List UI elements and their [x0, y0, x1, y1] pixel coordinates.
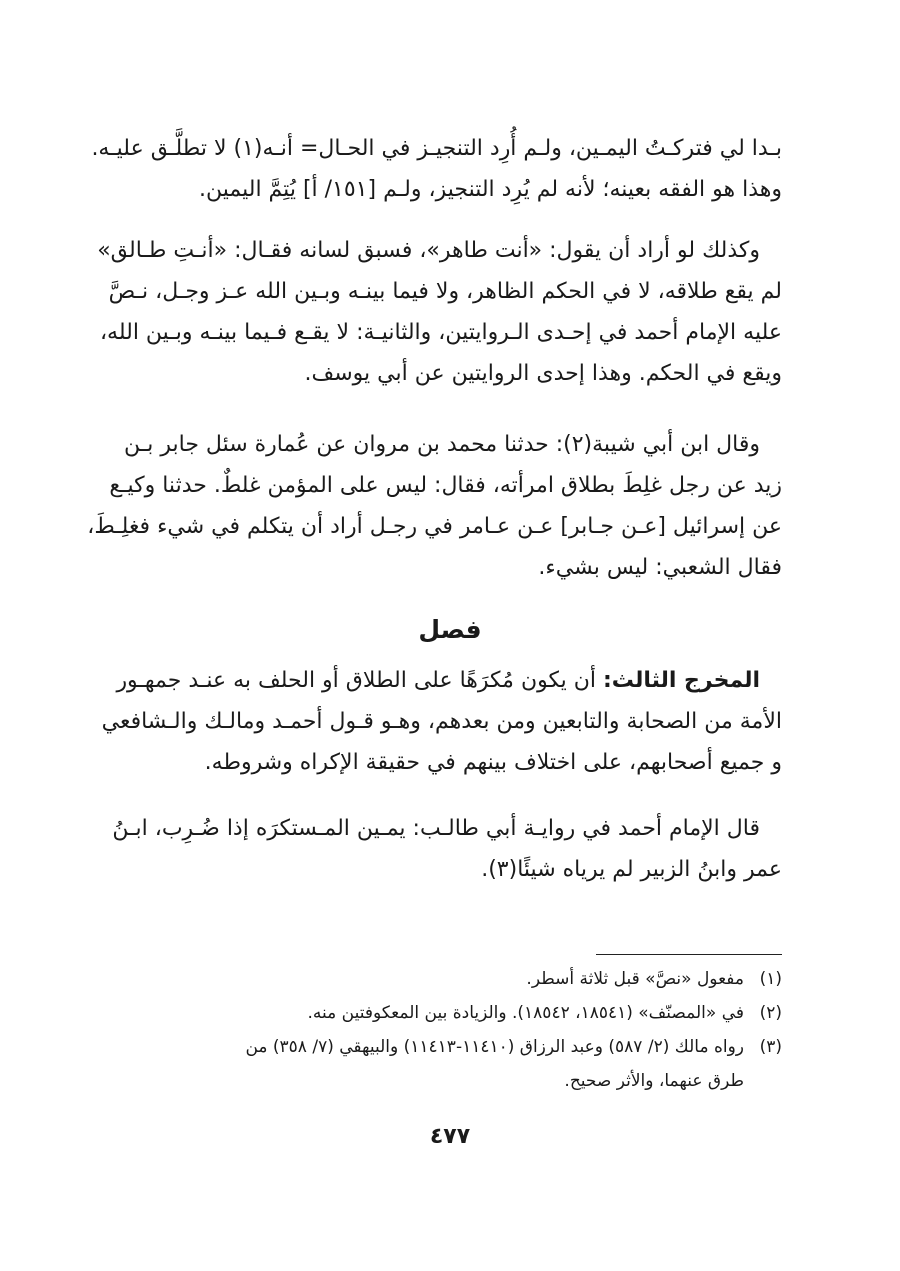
text-line: لم يقع طلاقه، لا في الحكم الظاهر، ولا فيما بينـه وبـين الله عـز وجـل، نـصَّ — [108, 279, 782, 304]
footnote-text: رواه مالك (٢/ ٥٨٧) وعبد الرزاق (١١٤١٠-١١٤١٣) والبيهقي (٧/ ٣٥٨) من — [245, 1037, 744, 1057]
paragraph-last — [112, 808, 782, 890]
text-line: وقال ابن أبي شيبة(٢): حدثنا محمد بن مروان عن عُمارة سئل جابر بـن — [124, 432, 760, 457]
footnotes — [118, 962, 782, 1098]
paragraph-1 — [91, 128, 782, 210]
footnote-mark: (٢) — [759, 1003, 782, 1023]
text-line: عليه الإمام أحمد في إحـدى الـروايتين، والثانيـة: لا يقـع فـيما بينـه وبـين الله، — [99, 320, 782, 345]
text-line: فقال الشعبي: ليس بشيء. — [538, 555, 782, 580]
text-line-rest: أن يكون مُكرَهًا على الطلاق أو الحلف به عنـد جمهـور — [116, 668, 603, 693]
text-line: عمر وابنُ الزبير لم يرياه شيئًا(٣). — [481, 857, 782, 882]
text-line — [118, 660, 782, 701]
footnote-separator — [596, 954, 782, 955]
footnote-3-continuation — [118, 1064, 782, 1098]
text-line: بـدا لي فتركـتُ اليمـين، ولـم أُرِد التنجيـز في الحـال= أنـه(١) لا تطلَّـق عليـه. — [91, 136, 782, 161]
text-line: قال الإمام أحمد في روايـة أبي طالـب: يمـين المـستكرَه إذا ضُـرِب، ابـنُ — [112, 816, 760, 841]
text-line: وهذا هو الفقه بعينه؛ لأنه لم يُرِد التنجيز، ولـم [١٥١/ أ] يُتِمَّ اليمين. — [199, 177, 782, 202]
footnote-3 — [118, 1030, 782, 1064]
text-line: زيد عن رجل غلِطَ بطلاق امرأته، فقال: ليس على المؤمن غلطٌ. حدثنا وكيـع — [109, 473, 782, 498]
footnote-text: مفعول «نصَّ» قبل ثلاثة أسطر. — [526, 969, 744, 989]
footnote-mark: (١) — [759, 969, 782, 989]
text-line: وكذلك لو أراد أن يقول: «أنت طاهر»، فسبق لسانه فقـال: «أنـتِ طـالق» — [97, 238, 760, 263]
text-line: الأمة من الصحابة والتابعين ومن بعدهم، وهـو قـول أحمـد ومالـك والـشافعي — [101, 709, 782, 734]
paragraph-3 — [87, 424, 782, 588]
footnote-mark: (٣) — [759, 1037, 782, 1057]
paragraph-mukhraj — [101, 660, 782, 783]
text-line: و جميع أصحابهم، على اختلاف بينهم في حقيقة الإكراه وشروطه. — [204, 750, 782, 775]
text-line: ويقع في الحكم. وهذا إحدى الروايتين عن أبي يوسف. — [304, 361, 782, 386]
footnote-text: طرق عنهما، والأثر صحيح. — [564, 1071, 744, 1091]
text-line: عن إسرائيل [عـن جـابر] عـن عـامر في رجـل أراد أن يتكلم في شيء فغلِـطَ، — [87, 514, 782, 539]
footnote-text: في «المصنّف» (١٨٥٤١، ١٨٥٤٢). والزيادة بين المعكوفتين منه. — [307, 1003, 744, 1023]
bold-lead: المخرج الثالث: — [603, 668, 760, 693]
section-heading: فصل — [418, 615, 482, 644]
paragraph-2 — [97, 230, 782, 394]
footnote-1 — [118, 962, 782, 996]
page-number: ٤٧٧ — [429, 1124, 471, 1149]
footnote-2 — [118, 996, 782, 1030]
